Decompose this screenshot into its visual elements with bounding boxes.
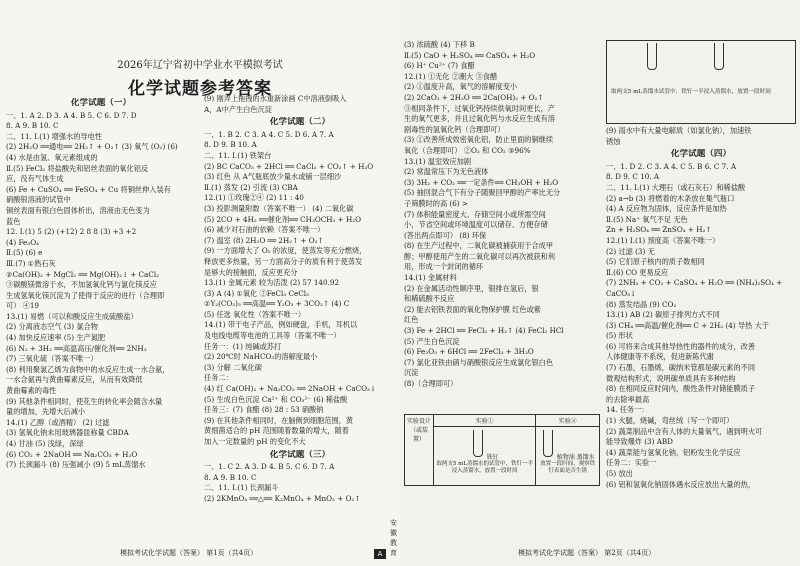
answer-line: 硝酸银溶液的试管中: [6, 195, 71, 205]
answer-line: (7) 氯化亚铁由硝与硝酸银反应生成氯化银白色: [404, 357, 554, 367]
answer-line: (2) 蔬菜制品中含有人体的大量氧气，遇到明火可: [606, 426, 763, 436]
answer-line: 14.(1) 带干电子产品，例如硬盘，手机，耳机以: [204, 320, 358, 330]
answer-line: 任务二：: [204, 373, 233, 383]
answer-line: Ⅱ.(5) Na⁺ 氧气不足 无色: [606, 214, 688, 224]
answer-line: (4) A 反应物为固体，反应条件是加热: [606, 204, 727, 214]
answer-line: (5) 它们原子核内的质子数相同: [606, 257, 705, 267]
answer-line: (8)（合理即可）: [404, 379, 458, 388]
answer-line: (5) 产生白色沉淀: [404, 336, 460, 346]
answer-line: (3) Fe + 2HCl ══ FeCl₂ + H₂↑ (4) FeCl₂ HCl: [404, 326, 564, 336]
answer-line: ②Ca(OH)₂ + MgCl₂ ══ Mg(OH)₂↓ + CaCl₂: [6, 269, 160, 279]
answer-line: ②Y₂(CO₃)₃ ══高温══ Y₂O₃ + 3CO₂↑ (4) C: [204, 299, 350, 309]
answer-line: (3) ①改善所成效密氧化铝，防止里面的铜继续: [404, 135, 554, 145]
answer-line: (6) 减少对石油的依赖（答案不唯一）: [204, 225, 325, 235]
answer-line: 13.(1) AB (2) 碳原子排列方式不同: [606, 310, 720, 320]
answer-line: (6) 铝和氢氧化钠固体遇水反应放出大量的热，: [606, 479, 756, 489]
answer-line: (3) 氢氧化钠未用玻璃器皿称量 CBDA: [6, 428, 129, 438]
answer-line: 14. 任务一：: [606, 405, 649, 415]
answer-line: (6) N₂ + 3H₂ ══高温高压/催化剂══ 2NH₃: [6, 343, 147, 353]
answer-line: (3) 分解 二氧化碳: [204, 362, 262, 372]
answer-line: (9) 一方面增大了 O₂ 的浓度，使蒸发等充分燃烧，: [204, 246, 367, 256]
answer-line: 13.(1) 温室效应加剧: [404, 156, 472, 166]
answer-line: 的去除率最高: [606, 394, 650, 404]
answer-line: (9) 在其他条件相同时，在脑侧到细胞范围，黄: [204, 415, 354, 425]
answer-line: 生的氧气更多，并且过氧化钙与水反应生成有溶: [404, 114, 555, 124]
column-1: [6, 96, 196, 530]
answer-line: 8. D 9. C 10. A: [606, 172, 660, 182]
answer-line: (2) BC CaCO₃ + 2HCl ══ CaCl₂ + CO₂↑ + H₂O: [204, 161, 374, 171]
section-heading: 化学试题（四）: [670, 149, 732, 160]
answer-line: (6) CO₂ + 2NaOH ══ Na₂CO₃ + H₂O: [6, 449, 138, 459]
footer-left: 模拟考试化学试题（答案） 第1页（共4页）: [120, 549, 258, 557]
answer-line: Ⅱ.(6) CO 更易反应: [606, 267, 669, 277]
test-tube-icon: [714, 43, 724, 70]
answer-line: (4) 加快反应速率 (5) 生产氮肥: [6, 333, 106, 343]
answer-line: 14.(1) 金属材料: [404, 273, 457, 283]
answer-line: 8. D 9. B 10. A: [204, 140, 257, 150]
answer-line: (7) 长颈漏斗 (8) 压强减小 (9) 5 mL蒸馏水: [6, 460, 146, 470]
answer-line: 释放更多热量，另一方面高分子的质有利于使蒸发: [204, 256, 363, 266]
answer-line: (7) 温室 (8) 2H₂O ══ 2H₂↑ + O₂↑: [204, 235, 324, 245]
exam-title: 2026年辽宁省初中学业水平模拟考试: [117, 60, 283, 71]
answer-line: 8. A 9. B 10. C: [6, 121, 59, 131]
answer-line: Ⅱ.(5) (6) e: [6, 248, 43, 258]
answer-line: (7) 2NH₃ + CO₂ + CaSO₄ + H₂O ══ (NH₄)₂SO₄ +: [606, 278, 783, 288]
answer-line: (9) 雨水中有大量电解质（如氯化钠），加速铁: [606, 126, 752, 135]
column-2: [204, 94, 396, 530]
answer-line: (3) 投影测量附数（答案不唯一） (4) 二氧化碳: [204, 203, 354, 213]
answer-line: (2) 常温常压下为无色液体: [404, 167, 489, 177]
exp1-label: 铁钉: [486, 454, 499, 461]
answer-line: 子筛膜时的高 (6) >: [404, 198, 468, 208]
answer-line: 氧化（合理即可） ②O₂ 和 CO₂ ③96%: [404, 145, 531, 155]
answer-line: A，A中产生白色沉淀: [204, 104, 272, 114]
answer-line: (5) 放出: [606, 469, 633, 478]
answer-line: (7) 石墨，石墨烯，碳纳米管都是碳元素的不同: [606, 363, 756, 373]
answer-line: (2) 在金属活动性顺序里，银排在氢后，银: [404, 283, 539, 293]
answer-line: 铜丝表面有银白色固体析出，溶液由无色变为: [6, 205, 150, 215]
answer-line: (6) Fe₂O₃ + 6HCl ══ 2FeCl₃ + 3H₂O: [404, 347, 534, 357]
section-heading: 化学试题（二）: [269, 117, 331, 128]
answer-line: 醇；甲醇使用产生的二氧化碳可以再次被获和利: [404, 251, 555, 261]
right-page: [400, 0, 800, 566]
answer-line: (2) 2H₂O ══通电══ 2H₂↑ + O₂↑ (3) 氧气 (O₂) (6): [6, 142, 178, 152]
answer-line: (2) 能去铝铁表面的氧化物保护膜 红色或紫: [404, 304, 541, 314]
column-4: [606, 126, 796, 530]
answer-line: (8) 蒸发结晶 (9) CO₂: [606, 299, 677, 309]
answer-line: 一水合氨再与黄曲霉素反应，从而有效降低: [6, 375, 143, 385]
answer-line: 加入一定数量的 pH 的变化不大: [204, 437, 306, 446]
exp1-desc: 取两支5 mL蒸馏水的试管中，铁钉一半浸入蒸馏水，放置一段时间: [436, 461, 533, 474]
column-3: [404, 40, 600, 412]
top-right-desc: 取两支5 mL蒸馏水试管中，铁钉一半浸入蒸馏水，放置一段时间: [611, 89, 771, 95]
answer-line: (4) 水是由氢、氧元素组成的: [6, 152, 98, 162]
answer-line: 可） ④19: [6, 301, 39, 311]
answer-line: (3) 3H₂ + CO₂ ══一定条件══ CH₃OH + H₂O: [404, 177, 559, 187]
answer-line: 12.(1) ①玫瑰②④ (2) 11 : 40: [204, 193, 304, 203]
answer-line: 蓝色: [6, 216, 21, 226]
answer-line: 13.(1) 易燃（可以和酸反应生成硫酸盐）: [6, 311, 138, 321]
answer-line: 应，没有气体生成: [6, 174, 64, 184]
exp2-title: 实验②: [536, 415, 600, 427]
answer-line: 锈蚀: [606, 136, 621, 146]
logo-icon: A: [374, 549, 386, 559]
answer-line: Ⅲ.(7) ①熟石灰: [6, 258, 56, 268]
answer-line: (2) 2CaO₂ + 2H₂O ══ 2Ca(OH)₂ + O₂↑: [404, 92, 544, 102]
answer-line: 红色: [404, 315, 419, 325]
experiment-table: [404, 414, 600, 486]
answer-line: 用，形成一个封闭的循环: [404, 262, 484, 272]
answer-line: 是够大的接触面，反应更充分: [204, 267, 298, 277]
answer-line: (5) 生成白色沉淀 Ca²⁺ 和 CO₃²⁻ (6) 稀盐酸: [204, 394, 348, 404]
answer-line: (9) 刚弄上拖拽的水重新涂画 C中溶液倒吸入: [204, 94, 347, 103]
answer-line: (2) 2KMnO₄ ══△══ K₂MnO₄ + MnO₂ + O₂↑: [204, 493, 361, 503]
section-heading: 化学试题（一）: [70, 98, 132, 108]
answer-line: (5) 形状: [606, 331, 633, 341]
answer-line: (6) Fe + CuSO₄ ══ FeSO₄ + Cu 将铜丝伸入装有: [6, 184, 171, 194]
answer-line: 任务一：(1) 纯碱或苏打: [204, 341, 282, 351]
top-right-figure: [606, 40, 796, 124]
answer-line: 和稀硫酸不反应: [404, 294, 455, 304]
answer-line: (5) 抽回混合气下有分子随聚回甲醇的产率比无分: [404, 188, 561, 198]
answer-line: Ⅱ.(5) CaO + H₂SO₄ ══ CaSO₄ + H₂O: [404, 50, 536, 60]
answer-line: (3) 红色 从 A气瓶底放少量水或铺一层细沙: [204, 172, 342, 182]
answer-line: 12. Ⅰ.(1) 5 (2) (+12) 2 8 8 (3) +3 +2: [6, 227, 137, 237]
answer-line: 一、1. C 2. A 3. D 4. B 5. C 6. D 7. A: [204, 462, 335, 472]
answer-line: (9) 其他条件相同时，使花生的转化率会随含水量: [6, 396, 163, 406]
answer-line: (8) 利用聚氯乙烯为食物中的水反应生成一水合氨，: [6, 364, 170, 374]
answer-line: 任务三：(7) 食醋 (8) 28 : 53 硝酸钠: [204, 405, 324, 415]
answer-line: 二、11. Ⅰ.(1) 增强水的导电性: [6, 131, 102, 141]
test-tube-icon: [543, 430, 553, 457]
answer-line: 生成氢氧化镁沉淀为了使得于反应的进行（合理即: [6, 290, 165, 300]
answer-line: (4) 蔬菜能与氢氧化钠，铝粉发生化学反应: [606, 447, 741, 457]
answer-line: 8. A 9. B 10. C: [204, 472, 257, 482]
exp1-title: 实验①: [434, 415, 536, 427]
answer-line: Ⅱ.(1) 蒸发 (2) 引流 (3) CBA: [204, 182, 298, 192]
section-heading: 化学试题（三）: [269, 449, 331, 460]
answer-line: 14.(1) 乙醇（或酒精） (2) 过滤: [6, 417, 110, 427]
answer-line: 小，节省空间或环境温度可以储存、方便存储: [404, 220, 548, 230]
answer-line: (2) a→b (3) 将燃着的木条放在集气瓶口: [606, 193, 735, 203]
answer-line: 一、1. B 2. C 3. A 4. C 5. D 6. A 7. A: [204, 129, 334, 139]
answer-line: (6) H⁺ Cu²⁺ (7) 食醋: [404, 61, 475, 71]
answer-line: (3) CH₄ ══高温/催化剂══ C + 2H₂ (4) 导热 大于: [606, 320, 769, 330]
answer-line: (2) ①温度升高，氧气的溶解度变小: [404, 82, 518, 92]
answer-line: 13.(1) 金属元素 较为活泼 (2) 57 140.92: [204, 278, 340, 288]
answer-line: 微观结构形式，说明碳单质具有多种结构: [606, 373, 736, 383]
answer-line: (8) 在相同反应时间内，酸性条件对储能膜质子: [606, 384, 756, 394]
answer-line: 沉淀: [404, 368, 419, 378]
logo-text: 安徽教育: [390, 519, 397, 557]
answer-line: (5) 2CO + 4H₂ ══催化剂══ CH₃OCH₃ + H₂O: [204, 214, 362, 224]
answer-line: (3) 浓硫酸 (4) 下移 B: [404, 40, 475, 49]
answer-line: (2) 过滤 (3) 无: [606, 246, 655, 256]
answer-line: (7) 三氧化硫（答案不唯一）: [6, 354, 98, 364]
answer-line: 二、11. Ⅰ.(1) 铁架台: [204, 150, 272, 160]
answer-line: 能导致爆炸 (3) ABD: [606, 437, 673, 447]
exp2-figure: [536, 427, 600, 486]
answer-line: 12.(1) Ⅰ.(1) 预度高（答案不唯一）: [606, 235, 720, 245]
answer-line: 一、1. D 2. C 3. A 4. C 5. B 6. C 7. A: [606, 161, 737, 171]
answer-line: (2) 20℃时 NaHCO₃的溶解度最小: [204, 352, 318, 362]
test-tube-icon: [473, 430, 483, 457]
answer-line: (4) 红 Ca(OH)₂ + Na₂CO₃ ══ 2NaOH + CaCO₃↓: [204, 384, 376, 394]
answer-line: 黄细菌适合的 pH 范围随着数量的增大，随着: [204, 426, 349, 436]
answer-line: 人体健康等不系统，促进新陈代谢: [606, 352, 714, 362]
exp2-label: 植物油 蒸馏水: [556, 454, 595, 461]
answer-line: (4) Fe₃O₄: [6, 237, 39, 247]
exp1-figure: [434, 427, 536, 486]
exp2-desc: 放置一段时间，观察铁钉表面是否生锈: [540, 461, 596, 474]
answer-line: (7) 体积能量密度大、存储空间小或所需空间: [404, 209, 546, 219]
answer-line: (3) A (4) ①氧化 ②FeCl₃ CeCl₃: [204, 288, 309, 298]
answer-line: 及电线电缆等电池的工具等（答案不唯一）: [204, 331, 341, 341]
answer-line: 任务二：实验一: [606, 458, 657, 468]
answer-line: (答出两点即可） (8) 环保: [404, 230, 487, 240]
answer-line: Zn + H₂SO₄ ══ ZnSO₄ + H₂↑: [606, 225, 712, 235]
main-title: 化学试题参考答案: [128, 79, 272, 99]
footer-right: 模拟考试化学试题（答案） 第2页（共4页）: [518, 549, 656, 557]
answer-line: CaCO₃↓: [606, 288, 637, 298]
answer-line: 一、1. A 2. D 3. A 4. B 5. C 6. D 7. D: [6, 110, 137, 120]
answer-line: Ⅱ.(5) FeCl₂ 将盐酸先和铝丝表面的氧化铝反: [6, 163, 149, 173]
test-tube-icon: [647, 43, 657, 70]
answer-line: ③相同条件下，过氧化钙持续供氧时间更长，产: [404, 103, 555, 113]
answer-line: (2) 分离液态空气 (3) 氯合物: [6, 322, 98, 332]
answer-line: 量的增加，先增大后减小: [6, 407, 86, 417]
answer-line: (1) 火腿，烧碱，弯丝绒（写一个即可）: [606, 416, 734, 426]
answer-line: (5) 任选 氧化性（答案不唯一）: [204, 309, 306, 319]
answer-line: 剧毒性的氢氧化钙（合理即可）: [404, 124, 505, 134]
answer-line: 二、11. Ⅰ.(1) 长颈漏斗: [204, 483, 279, 493]
answer-line: 二、11. Ⅰ.(1) 大理石（或石灰石）和稀盐酸: [606, 182, 746, 192]
answer-line: (6) 可将来合成其他导热性的器件的成分，改善: [606, 341, 756, 351]
answer-line: ③碳酸镁微溶于水，不加氢氧化钙与氯化镁反应: [6, 280, 157, 290]
answer-line: 黄曲霉素的毒性: [6, 386, 57, 396]
exp-row-label: 实验设计（或装置）: [405, 415, 434, 486]
answer-line: 12.(1) ①无化 ②潮大 ③食醋: [404, 71, 498, 81]
answer-line: (8) 在生产过程中，二氧化碳被捕获用于合成甲: [404, 241, 554, 251]
answer-line: (4) 甘油 (5) 浅绿，深绿: [6, 439, 84, 448]
